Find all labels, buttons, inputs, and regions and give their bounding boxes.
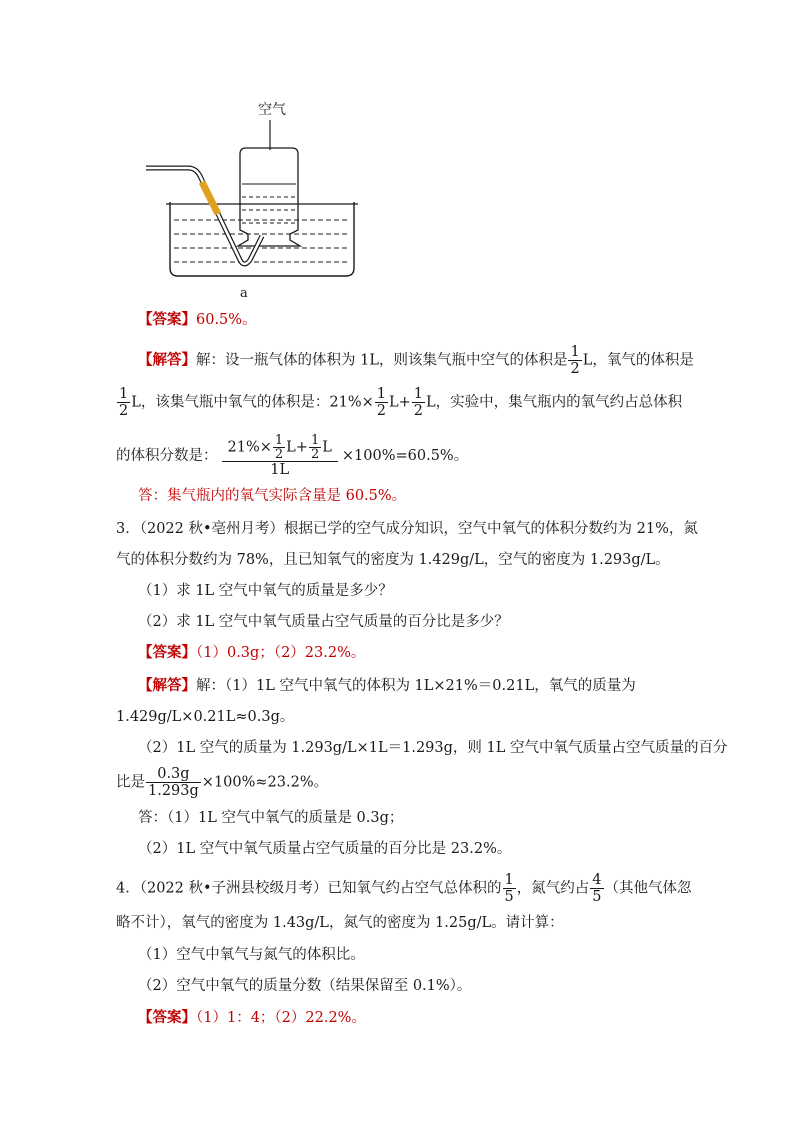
q4-sub-question-2: （2）空气中氧气的质量分数（结果保留至 0.1%）。 [138, 978, 472, 994]
solution-line-2: $\frac{1}{2}$ L，该集气瓶中氧气的体积是：21%× $\frac{1}{2}$ L+ $\frac{1}{2}$ L，实验中，集气瓶内的氧气约占总体积 [119, 386, 683, 419]
answer-value: 60.5%。 [196, 312, 257, 328]
q3-solution-line-1: 【解答】解：（1）1L 空气中氧气的体积为 1L×21%＝0.21L，氧气的质量为 [138, 677, 636, 694]
conclusion-line: 答：集气瓶内的氧气实际含量是 60.5%。 [138, 488, 407, 504]
fraction: $\frac{0.3g}{1.293g}$ [148, 766, 199, 799]
q4-stem-line-1: 4．（2022 秋•子洲县校级月考）已知氧气约占空气总体积的 $\frac{1}{5}$ ，氮气约占 $\frac{4}{5}$ （其他气体忽 [116, 872, 692, 905]
complex-fraction: 21%× $\frac{1}{2}$ L+ $\frac{1}{2}$ L 1L [222, 434, 338, 478]
q3-solution-line-4: 比是 $\frac{0.3g}{1.293g}$ ×100%≈23.2%。 [116, 766, 329, 799]
q3-solution-line-2: 1.429g/L×0.21L≈0.3g。 [116, 709, 295, 725]
q4-stem-line-2: 略不计），氧气的密度为 1.43g/L，氮气的密度为 1.25g/L。请计算： [116, 915, 564, 931]
q3-answer-line: 【答案】（1）0.3g；（2）23.2%。 [138, 644, 366, 661]
figure-caption: a [240, 286, 248, 301]
q4-answer-line: 【答案】（1）1：4；（2）22.2%。 [138, 1009, 366, 1026]
fraction: $\frac{4}{5}$ [592, 872, 602, 905]
gas-bottle [238, 148, 300, 246]
solution-line-1: 【解答】解：设一瓶气体的体积为 1L，则该集气瓶中空气的体积是 $\frac{1}{2}$ L，氧气的体积是 [138, 344, 694, 377]
fraction: $\frac{1}{2}$ [570, 344, 580, 377]
q3-sub-question-1: （1）求 1L 空气中氧气的质量是多少？ [138, 583, 393, 599]
q3-sub-question-2: （2）求 1L 空气中氧气质量占空气质量的百分比是多少？ [138, 614, 509, 630]
fraction: $\frac{1}{5}$ [504, 872, 514, 905]
q3-solution-line-3: （2）1L 空气的质量为 1.293g/L×1L＝1.293g，则 1L 空气中氧气质量占空气质量的百分 [138, 740, 728, 756]
q3-stem-line-2: 气的体积分数约为 78%，且已知氧气的密度为 1.429g/L，空气的密度为 1.293g/L。 [116, 552, 670, 568]
answer-tag: 【答案】 [138, 311, 196, 328]
fraction: $\frac{1}{2}$ [119, 386, 129, 419]
q4-sub-question-1: （1）空气中氧气与氮气的体积比。 [138, 947, 365, 963]
solution-line-3: 的体积分数是： 21%× $\frac{1}{2}$ L+ $\frac{1}{2}$ L 1L ×100%=60.5%。 [116, 433, 469, 478]
q3-conclusion-2: （2）1L 空气中氧气质量占空气质量的百分比是 23.2%。 [138, 841, 512, 857]
q3-conclusion-1: 答：（1）1L 空气中氧气的质量是 0.3g； [138, 810, 404, 826]
air-label: 空气 [258, 102, 286, 118]
apparatus-figure [140, 92, 390, 302]
solution-tag: 【解答】 [138, 351, 196, 369]
answer-line-1 [138, 309, 708, 331]
fraction: $\frac{1}{2}$ [413, 386, 423, 419]
q3-stem-line-1: 3．（2022 秋•亳州月考）根据已学的空气成分知识，空气中氧气的体积分数约为 21%，氮 [116, 521, 698, 537]
fraction: $\frac{1}{2}$ [376, 386, 386, 419]
rubber-connector [202, 182, 218, 214]
